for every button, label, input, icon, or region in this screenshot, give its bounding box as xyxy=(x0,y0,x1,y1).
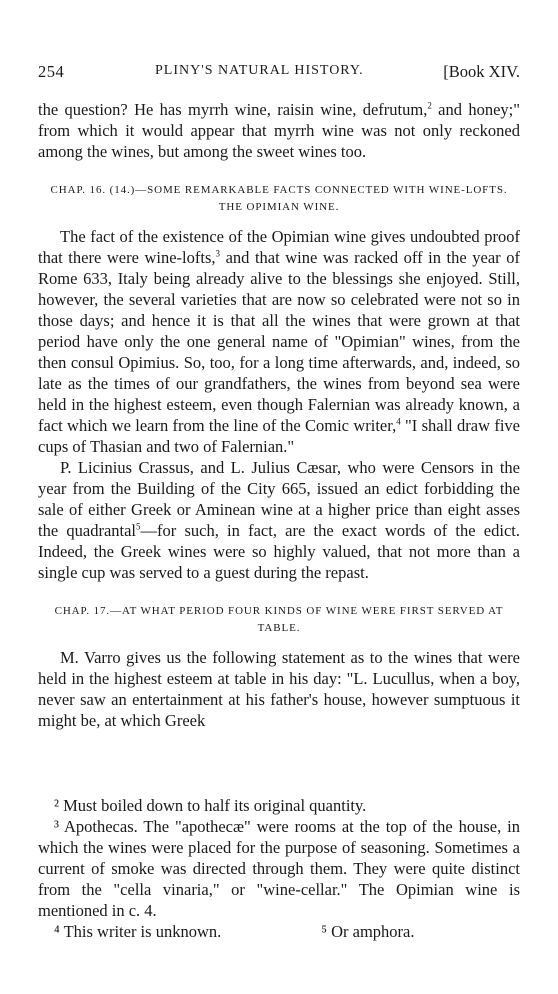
main-text xyxy=(38,99,520,731)
chapter-heading: CHAP. 17.—AT WHAT PERIOD FOUR KINDS OF WINE WERE FIRST SERVED AT TABLE. xyxy=(54,605,504,634)
paragraph: the question? He has myrrh wine, raisin wine, defrutum,$^2$ and honey;" from which it would appear that myrrh wine was not only reckoned among the wines, but among the sweet wines too. xyxy=(38,100,520,161)
footnote-ref: 5 xyxy=(136,521,141,532)
footnote-ref: 2 xyxy=(427,100,432,111)
footnotes xyxy=(38,795,520,942)
running-title: PLINY'S NATURAL HISTORY. xyxy=(155,63,364,78)
paragraph: M. Varro gives us the following statement as to the wines that were held in the highest esteem at table in his day: "L. Lucullus, when a boy, never saw an entertainment at his father's house, however sumptuous it might be, at which Greek xyxy=(38,648,520,730)
footnote: ³ Apothecas. The "apothecæ" were rooms at the top of the house, in which the wines were placed for the purpose of seasoning. Sometimes a current of smoke was directed through them. They were quite distinct from the "cella vinaria," or "wine-cellar." The Opimian wine is mentioned in c. 4. xyxy=(38,817,520,920)
paragraph: P. Licinius Crassus, and L. Julius Cæsar, who were Censors in the year from the Building of the City 665, issued an edict forbidding the sale of either Greek or Aminean wine at a higher price than eight asses the quadrantal$^5$—for such, in fact, are the exact words of the edict. Indeed, the Greek wines were so highly valued, that not more than a single cup was served to a guest during the repast. xyxy=(38,458,520,582)
footnote-pair xyxy=(38,921,520,942)
page-number: 254 xyxy=(38,62,65,81)
chapter-heading: CHAP. 16. (14.)—SOME REMARKABLE FACTS CONNECTED WITH WINE-LOFTS. THE OPIMIAN WINE. xyxy=(50,184,508,213)
footnote: ⁵ Or amphora. xyxy=(321,922,415,941)
footnote: ⁴ This writer is unknown. xyxy=(54,922,222,941)
footnote-ref: 4 xyxy=(396,416,401,427)
paragraph: The fact of the existence of the Opimian wine gives undoubted proof that there were wine-lofts,$^3$ and that wine was racked off in the year of Rome 633, Italy being already alive to the blessings she enjoyed. Still, however, the several varieties that are now so celebrated were not so in those days; and hence it is that all the wines that were grown at that period have only the one general name of "Opimian" wines, from the then consul Opimius. So, too, for a long time afterwards, and, indeed, so late as the times of our grandfathers, the wines from beyond sea were held in the highest esteem, even though Falernian was already known, a fact which we learn from the line of the Comic writer,$^4$ "I shall draw five cups of Thasian and two of Falernian." xyxy=(38,227,521,456)
footnote-ref: 3 xyxy=(215,248,220,259)
running-header xyxy=(38,62,520,82)
book-label: [Book XIV. xyxy=(443,62,520,81)
footnote: ² Must boiled down to half its original quantity. xyxy=(54,796,367,815)
